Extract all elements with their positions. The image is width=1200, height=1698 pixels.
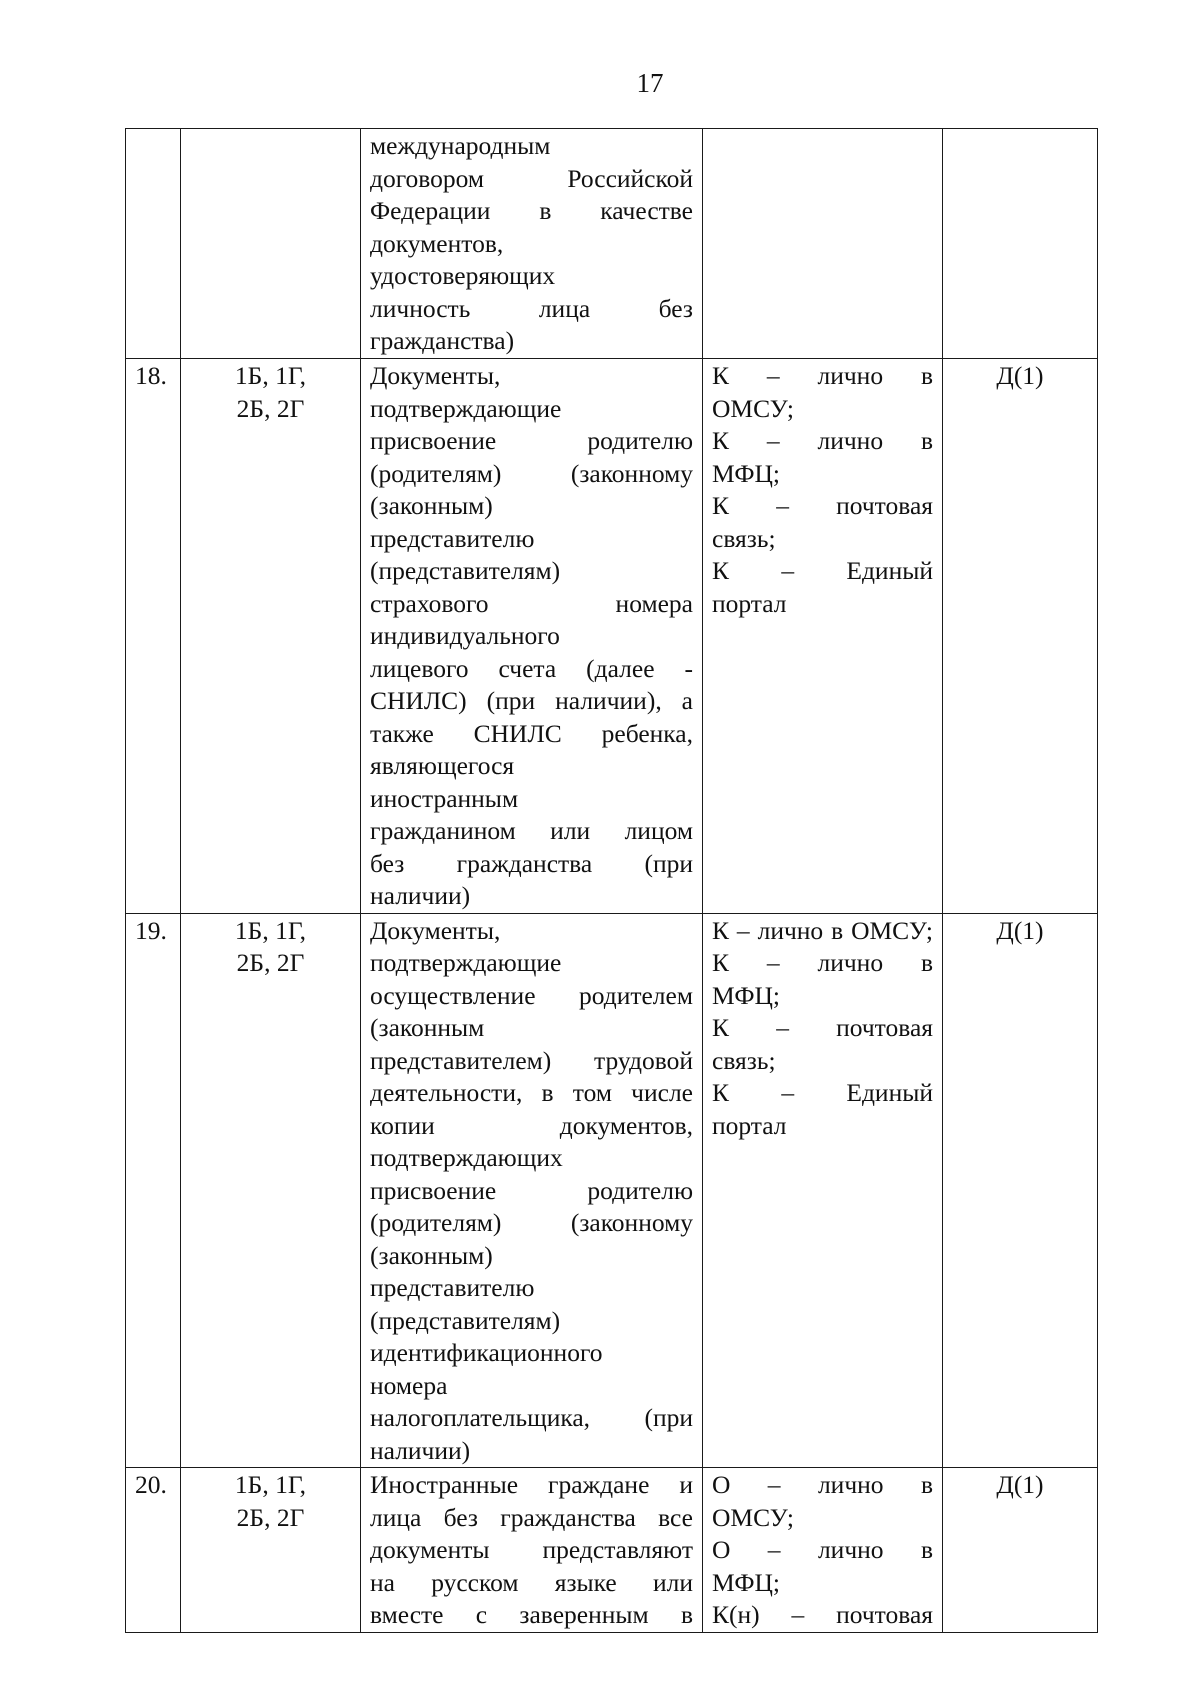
category-line: 1Б, 1Г,: [234, 361, 307, 390]
cell-text-line: портал: [712, 1110, 787, 1140]
cell-text-line: лица без гражданства все: [370, 1502, 693, 1532]
category-line: 2Б, 2Г: [236, 393, 305, 423]
row-status-cell: Д(1): [943, 1468, 1098, 1633]
cell-text-line: подтверждающих: [370, 1143, 563, 1172]
cell-text-line: К – лично в: [712, 426, 933, 455]
row-document-cell: [361, 913, 703, 1468]
row-categories-cell: [181, 1468, 361, 1633]
cell-text-line: деятельности, в том числе: [370, 1078, 693, 1107]
category-line: 2Б, 2Г: [236, 1502, 305, 1532]
cell-text-line: подтверждающие: [370, 393, 562, 423]
table-row: [126, 1468, 1098, 1633]
cell-text-line: лицевого счета (далее -: [370, 653, 693, 683]
cell-text-line: МФЦ;: [712, 458, 780, 488]
cell-text-line: (законным): [370, 491, 493, 520]
cell-text-line: К – лично в ОМСУ;: [712, 915, 933, 945]
cell-text-line: Федерации в качестве: [370, 196, 693, 225]
cell-text-line: осуществление родителем: [370, 980, 693, 1010]
table-row: [126, 913, 1098, 1468]
cell-text-line: (представителям): [370, 1305, 561, 1335]
cell-text-line: документов,: [370, 228, 504, 258]
cell-text-line: К(н) – почтовая: [712, 1600, 933, 1629]
cell-text-line: номера: [370, 1370, 448, 1400]
row-categories-cell: [181, 913, 361, 1468]
cell-text-line: индивидуального: [370, 621, 560, 650]
cell-text-line: ОМСУ;: [712, 393, 794, 423]
cell-text-line: портал: [712, 588, 787, 618]
row-method-cell: [703, 913, 943, 1468]
category-line: 1Б, 1Г,: [234, 1470, 307, 1499]
row-method-cell: [703, 129, 943, 359]
cell-text-line: представителю: [370, 523, 535, 553]
cell-text-line: документы представляют: [370, 1535, 693, 1564]
row-method-cell: [703, 359, 943, 914]
row-number-cell: 20.: [126, 1468, 181, 1633]
cell-text-line: (законным: [370, 1013, 485, 1042]
cell-text-line: идентификационного: [370, 1338, 603, 1367]
row-categories-cell: [181, 359, 361, 914]
cell-text-line: О – лично в: [712, 1470, 933, 1499]
cell-text-line: связь;: [712, 1045, 776, 1075]
cell-text-line: личность лица без: [370, 293, 693, 323]
row-status-cell: [943, 129, 1098, 359]
cell-text-line: представителю: [370, 1273, 535, 1302]
cell-text-line: гражданином или лицом: [370, 816, 693, 845]
row-status-cell: Д(1): [943, 913, 1098, 1468]
documents-table: [125, 128, 1098, 1633]
cell-text-line: без гражданства (при: [370, 848, 693, 878]
row-document-cell: [361, 1468, 703, 1633]
cell-text-line: международным: [370, 131, 551, 160]
cell-text-line: К – почтовая: [712, 1013, 933, 1042]
row-number-cell: 18.: [126, 359, 181, 914]
cell-text-line: представителем) трудовой: [370, 1045, 693, 1075]
cell-text-line: Иностранные граждане и: [370, 1470, 693, 1499]
cell-text-line: налогоплательщика, (при: [370, 1403, 693, 1432]
cell-text-line: договором Российской: [370, 163, 693, 193]
category-line: 2Б, 2Г: [236, 948, 305, 977]
row-document-cell: [361, 129, 703, 359]
cell-text-line: вместе с заверенным в: [370, 1600, 693, 1629]
cell-text-line: присвоение родителю: [370, 1175, 693, 1205]
cell-text-line: К – почтовая: [712, 491, 933, 520]
cell-text-line: О – лично в: [712, 1535, 933, 1564]
cell-text-line: ОМСУ;: [712, 1502, 794, 1532]
cell-text-line: К – Единый: [712, 1078, 933, 1107]
cell-text-line: К – лично в: [712, 361, 933, 390]
table-row: [126, 359, 1098, 914]
row-number-cell: [126, 129, 181, 359]
cell-text-line: подтверждающие: [370, 948, 562, 977]
cell-text-line: гражданства): [370, 326, 515, 355]
cell-text-line: присвоение родителю: [370, 426, 693, 455]
cell-text-line: МФЦ;: [712, 980, 780, 1010]
cell-text-line: (законным): [370, 1240, 493, 1270]
cell-text-line: удостоверяющих: [370, 261, 556, 290]
cell-text-line: наличии): [370, 881, 471, 910]
cell-text-line: связь;: [712, 523, 776, 553]
cell-text-line: Документы,: [370, 361, 501, 390]
table-row-continuation: [126, 129, 1098, 359]
cell-text-line: (родителям) (законному: [370, 458, 693, 488]
cell-text-line: (представителям): [370, 556, 561, 585]
row-document-cell: [361, 359, 703, 914]
cell-text-line: (родителям) (законному: [370, 1208, 693, 1237]
row-number-cell: 19.: [126, 913, 181, 1468]
cell-text-line: СНИЛС) (при наличии), а: [370, 686, 693, 715]
cell-text-line: являющегося: [370, 751, 515, 780]
cell-text-line: иностранным: [370, 783, 519, 813]
cell-text-line: также СНИЛС ребенка,: [370, 718, 693, 748]
page-number: 17: [636, 68, 664, 98]
cell-text-line: К – Единый: [712, 556, 933, 585]
cell-text-line: на русском языке или: [370, 1567, 693, 1597]
cell-text-line: страхового номера: [370, 588, 693, 618]
category-line: 1Б, 1Г,: [234, 915, 307, 945]
cell-text-line: МФЦ;: [712, 1567, 780, 1597]
cell-text-line: К – лично в: [712, 948, 933, 977]
cell-text-line: Документы,: [370, 915, 501, 945]
cell-text-line: копии документов,: [370, 1110, 693, 1140]
row-categories-cell: [181, 129, 361, 359]
row-method-cell: [703, 1468, 943, 1633]
cell-text-line: наличии): [370, 1435, 471, 1465]
row-status-cell: Д(1): [943, 359, 1098, 914]
